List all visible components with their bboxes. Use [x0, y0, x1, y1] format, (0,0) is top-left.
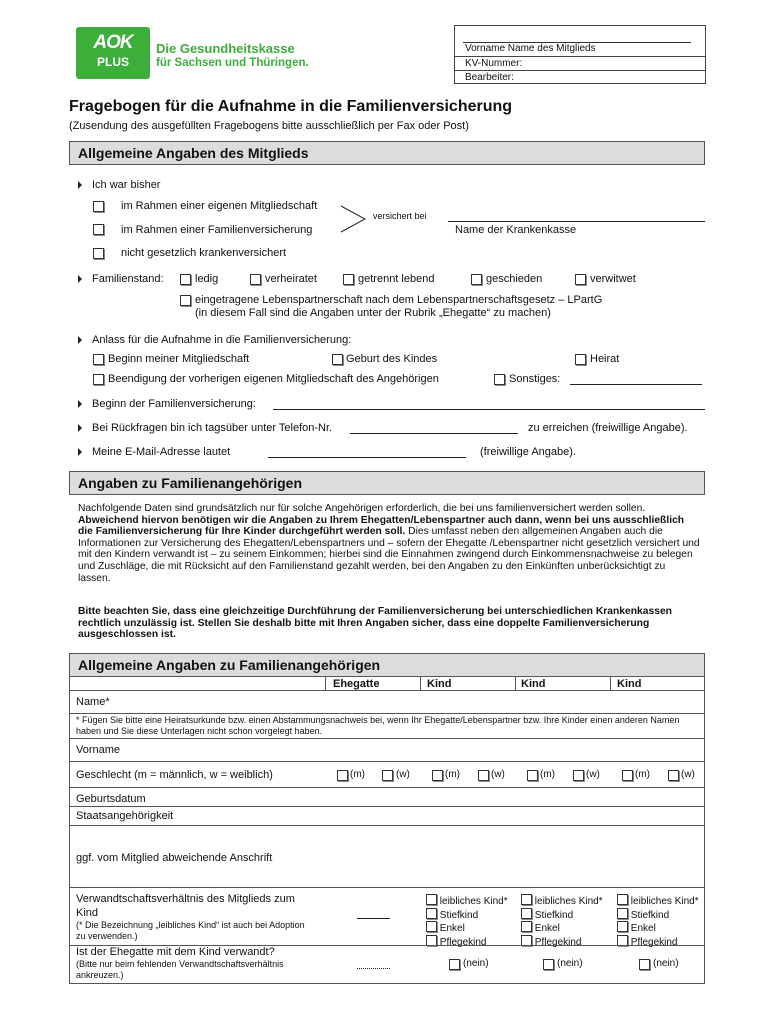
telefon-suffix: zu erreichen (freiwillige Angabe).	[528, 422, 688, 434]
checkbox-ehegatte-w[interactable]	[382, 770, 393, 781]
tagline-line-1: Die Gesundheitskasse	[156, 41, 295, 56]
bullet-icon	[78, 275, 82, 283]
checkbox-beginn-mitgliedschaft[interactable]	[93, 354, 104, 365]
verwandt-options-kind2	[521, 894, 603, 948]
row-divider	[69, 806, 705, 807]
checkbox-kind3-stiefkind[interactable]	[617, 908, 628, 919]
kind3-nein-label: (nein)	[653, 958, 679, 969]
verwandt-label-2: Kind	[76, 907, 99, 919]
logo-text: AOK	[93, 32, 133, 53]
info-paragraph-1	[78, 503, 700, 584]
page-title: Fragebogen für die Aufnahme in die Familienversicherung	[69, 98, 513, 115]
ehegatte-nein-blank	[357, 968, 390, 969]
vorname-label: Vorname	[76, 744, 121, 756]
staatsangehoerigkeit-label: Staatsangehörigkeit	[76, 810, 174, 822]
checkbox-geburt[interactable]	[332, 354, 343, 365]
tagline	[156, 41, 309, 71]
ehegatte-verwandt-label: Ist der Ehegatte mit dem Kind verwandt?	[76, 946, 275, 958]
anlass-sonstiges: Sonstiges:	[509, 373, 561, 385]
lebenspartnerschaft-line-1: eingetragene Lebenspartnerschaft nach dem Lebenspartnerschaftsgesetz – LPartG	[195, 294, 603, 306]
kind3-opt-leiblich: leibliches Kind*	[630, 896, 699, 907]
bullet-icon	[78, 400, 82, 408]
verwandt-options-kind1	[426, 894, 508, 948]
checkbox-ehegatte-m[interactable]	[337, 770, 348, 781]
checkbox-kind3-nein[interactable]	[639, 959, 650, 970]
kind1-nein-label: (nein)	[463, 958, 489, 969]
bullet-icon	[78, 336, 82, 344]
checkbox-lebenspartnerschaft[interactable]	[180, 295, 191, 306]
checkbox-ledig[interactable]	[180, 274, 191, 285]
beginn-label: Beginn der Familienversicherung:	[92, 398, 256, 410]
anlass-heirat: Heirat	[590, 353, 620, 365]
kind1-opt-leiblich: leibliches Kind*	[439, 896, 508, 907]
email-input[interactable]	[268, 457, 466, 458]
familienstand-ledig: ledig	[195, 273, 219, 285]
col-divider	[515, 677, 516, 690]
kind3-opt-pflegekind: Pflegekind	[630, 936, 678, 948]
email-label: Meine E-Mail-Adresse lautet	[92, 446, 231, 458]
row-divider	[69, 825, 705, 826]
kind2-opt-enkel: Enkel	[534, 923, 560, 934]
section-header-mitglied: Allgemeine Angaben des Mitglieds	[69, 141, 705, 165]
anlass-beginn: Beginn meiner Mitgliedschaft	[108, 353, 250, 365]
checkbox-eigene-mitgliedschaft[interactable]	[93, 201, 104, 212]
info-box	[454, 25, 706, 84]
anlass-geburt: Geburt des Kindes	[346, 353, 438, 365]
kind1-opt-pflegekind: Pflegekind	[439, 936, 487, 948]
anlass-beendigung: Beendigung der vorherigen eigenen Mitgliedschaft des Angehörigen	[108, 373, 439, 385]
checkbox-sonstiges[interactable]	[494, 374, 505, 385]
checkbox-heirat[interactable]	[575, 354, 586, 365]
row-divider	[69, 738, 705, 739]
kind3-m-label: (m)	[635, 769, 650, 780]
checkbox-kind1-enkel[interactable]	[426, 921, 437, 932]
kind1-opt-enkel: Enkel	[439, 923, 465, 934]
info-paragraph-1-c: Dies umfasst neben den allgemeinen Angaben auch die Informationen zur Versicherung des Ehegatten/Lebenspartners und – sofern der Ehegatte /Lebenspartner nicht gesetzlich versichert und mit den Kindern verwandt ist – zu seinem Einkommen; hierbei sind die Einnahmen zwingend durch Einkommensnachweise zu belegen und Zuschläge, die mit Rücksicht auf den Familienstand gezahlt werden, bei den Angaben zu den Einkünften unberücksichtigt zu lassen.	[78, 526, 700, 584]
familienstand-verwitwet: verwitwet	[590, 273, 636, 285]
option-nicht-versichert: nicht gesetzlich krankenversichert	[121, 247, 287, 259]
row-divider	[69, 713, 705, 714]
kind2-opt-pflegekind: Pflegekind	[534, 936, 582, 948]
kind1-opt-stiefkind: Stiefkind	[439, 909, 479, 921]
col-header-ehegatte: Ehegatte	[333, 678, 380, 690]
col-header-kind-2: Kind	[521, 678, 546, 690]
sonstiges-input[interactable]	[570, 384, 702, 385]
anschrift-label: ggf. vom Mitglied abweichende Anschrift	[76, 852, 273, 864]
section-header-angehoerige: Angaben zu Familienangehörigen	[69, 471, 705, 495]
ehegatte-verwandt-note: (Bitte nur beim fehlenden Verwandtschaftsverhältnis ankreuzen.)	[76, 959, 284, 980]
bullet-icon	[78, 448, 82, 456]
aok-logo	[76, 27, 150, 79]
info-paragraph-2-text: Bitte beachten Sie, dass eine gleichzeitige Durchführung der Familienversicherung bei unterschiedlichen Krankenkassen rechtlich unzulässig ist. Stellen Sie deshalb bitte mit Ihren Angaben sicher, dass eine doppelte Familienversicherung ausgeschlossen ist.	[78, 606, 672, 641]
col-divider	[420, 677, 421, 690]
checkbox-kind1-leiblich[interactable]	[426, 894, 437, 905]
ehegatte-w-label: (w)	[396, 769, 410, 780]
logo-sub: PLUS	[96, 55, 129, 69]
versichert-bei-label: versichert bei	[373, 211, 427, 221]
familienstand-getrennt: getrennt lebend	[358, 273, 435, 285]
bisher-label: Ich war bisher	[92, 179, 161, 191]
name-footnote: * Fügen Sie bitte eine Heiratsurkunde bzw. einen Abstammungsnachweis bei, wenn Ihr Ehegatte/Lebenspartner bzw. Ihre Kinder einen anderen Namen haben und Sie diese Unterlagen nicht schon vorgelegt haben.	[76, 715, 680, 736]
telefon-input[interactable]	[350, 433, 518, 434]
checkbox-verheiratet[interactable]	[250, 274, 261, 285]
option-eigene-mitgliedschaft: im Rahmen einer eigenen Mitgliedschaft	[121, 200, 318, 212]
beginn-input[interactable]	[273, 409, 705, 410]
geschlecht-label: Geschlecht (m = männlich, w = weiblich)	[76, 769, 273, 781]
kind3-opt-enkel: Enkel	[630, 923, 656, 934]
col-divider	[610, 677, 611, 690]
row-divider	[69, 761, 705, 762]
checkbox-kind2-enkel[interactable]	[521, 921, 532, 932]
checkbox-kind3-m[interactable]	[622, 770, 633, 781]
kind3-opt-stiefkind: Stiefkind	[630, 909, 670, 921]
verwandt-label-1: Verwandtschaftsverhältnis des Mitglieds zum	[76, 893, 295, 905]
option-familienversicherung: im Rahmen einer Familienversicherung	[121, 224, 313, 236]
checkbox-familienversicherung[interactable]	[93, 224, 104, 235]
checkbox-kind2-m[interactable]	[527, 770, 538, 781]
familienstand-label: Familienstand:	[92, 273, 164, 285]
checkbox-kind1-pflegekind[interactable]	[426, 935, 437, 946]
checkbox-kind2-pflegekind[interactable]	[521, 935, 532, 946]
kind1-w-label: (w)	[491, 769, 505, 780]
row-divider	[69, 690, 705, 691]
lebenspartnerschaft-line-2: (in diesem Fall sind die Angaben unter der Rubrik „Ehegatte“ zu machen)	[195, 307, 551, 319]
checkbox-kind3-enkel[interactable]	[617, 921, 628, 932]
telefon-label: Bei Rückfragen bin ich tagsüber unter Telefon-Nr.	[92, 422, 333, 434]
info-paragraph-1-bold: Abweichend hiervon benötigen wir die Angaben zu Ihrem Ehegatten/Lebenspartner auch dann, wenn bei uns ausschließlich die Familienversicherung für Ihre Kinder durchgeführt werden soll.	[78, 514, 685, 538]
bullet-icon	[78, 181, 82, 189]
checkbox-kind2-w[interactable]	[573, 770, 584, 781]
col-divider	[325, 677, 326, 690]
checkbox-verwitwet[interactable]	[575, 274, 586, 285]
checkbox-beendigung[interactable]	[93, 374, 104, 385]
section-header-allgemeine-angehoerige: Allgemeine Angaben zu Familienangehörigen	[69, 653, 705, 677]
checkbox-kind3-w[interactable]	[668, 770, 679, 781]
name-label: Name*	[76, 696, 110, 708]
col-header-kind-3: Kind	[617, 678, 642, 690]
checkbox-getrennt[interactable]	[343, 274, 354, 285]
kind2-opt-leiblich: leibliches Kind*	[534, 896, 603, 907]
info-paragraph-2	[78, 606, 700, 641]
kind2-nein-label: (nein)	[557, 958, 583, 969]
ehegatte-m-label: (m)	[350, 769, 365, 780]
row-divider	[69, 787, 705, 788]
familienstand-geschieden: geschieden	[486, 273, 543, 285]
checkbox-kind2-nein[interactable]	[543, 959, 554, 970]
info-paragraph-1-a: Nachfolgende Daten sind grundsätzlich nur für solche Angehörigen erforderlich, die bei uns familienversichert werden sollen.	[78, 503, 646, 514]
checkbox-nicht-versichert[interactable]	[93, 248, 104, 259]
row-divider	[69, 887, 705, 888]
kind2-m-label: (m)	[540, 769, 555, 780]
info-divider-1	[455, 56, 705, 57]
page-subtitle: (Zusendung des ausgefüllten Fragebogens bitte ausschließlich per Fax oder Post)	[69, 120, 469, 132]
bracket-icon	[340, 205, 366, 233]
ehegatte-verwandt-blank	[357, 918, 390, 919]
checkbox-kind2-stiefkind[interactable]	[521, 908, 532, 919]
verwandt-options-kind3	[617, 894, 699, 948]
familienstand-verheiratet: verheiratet	[265, 273, 317, 285]
kind1-m-label: (m)	[445, 769, 460, 780]
checkbox-kind2-leiblich[interactable]	[521, 894, 532, 905]
info-divider-2	[455, 70, 705, 71]
email-suffix: (freiwillige Angabe).	[480, 446, 576, 458]
checkbox-geschieden[interactable]	[471, 274, 482, 285]
checkbox-kind1-nein[interactable]	[449, 959, 460, 970]
tagline-line-2: für Sachsen und Thüringen.	[156, 57, 309, 69]
info-bearbeiter: Bearbeiter:	[465, 72, 514, 83]
kind3-w-label: (w)	[681, 769, 695, 780]
geburtsdatum-label: Geburtsdatum	[76, 793, 146, 805]
anlass-label: Anlass für die Aufnahme in die Familienversicherung:	[92, 334, 352, 346]
verwandt-note: (* Die Bezeichnung „leibliches Kind“ ist auch bei Adoption zu verwenden.)	[76, 920, 305, 941]
checkbox-kind1-stiefkind[interactable]	[426, 908, 437, 919]
info-kv-number: KV-Nummer:	[465, 58, 523, 69]
checkbox-kind3-pflegekind[interactable]	[617, 935, 628, 946]
checkbox-kind1-w[interactable]	[478, 770, 489, 781]
krankenkasse-label: Name der Krankenkasse	[455, 224, 577, 236]
checkbox-kind1-m[interactable]	[432, 770, 443, 781]
kind2-w-label: (w)	[586, 769, 600, 780]
bullet-icon	[78, 424, 82, 432]
info-member-name: Vorname Name des Mitglieds	[465, 43, 596, 54]
krankenkasse-input[interactable]	[448, 221, 705, 222]
checkbox-kind3-leiblich[interactable]	[617, 894, 628, 905]
kind2-opt-stiefkind: Stiefkind	[534, 909, 574, 921]
col-header-kind-1: Kind	[427, 678, 452, 690]
